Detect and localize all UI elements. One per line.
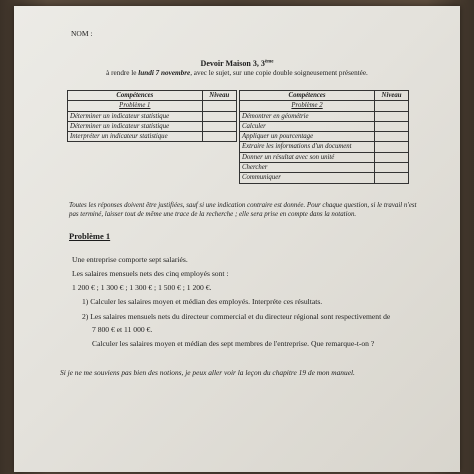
niveau-cell	[202, 101, 236, 111]
table-row: Déterminer un indicateur statistique	[68, 111, 203, 121]
title-text: Devoir Maison 3, 3	[200, 59, 265, 68]
table-row: Interpréter un indicateur statistique	[68, 132, 203, 142]
title-superscript: ème	[264, 59, 274, 65]
col-competences: Compétences	[240, 91, 375, 101]
footer-reminder: Si je ne me souviens pas bien des notions, je peux aller voir la leçon du chapitre 19 de mon manuel.	[60, 368, 355, 377]
due-date-line	[14, 69, 460, 77]
niveau-cell	[375, 111, 409, 121]
table-row: Donner un résultat avec son unité	[240, 152, 375, 162]
table-row: Déterminer un indicateur statistique	[68, 121, 203, 131]
worksheet-page	[14, 6, 460, 472]
niveau-cell	[375, 173, 409, 183]
niveau-cell	[375, 121, 409, 131]
subtitle-pre: à rendre le	[106, 69, 139, 77]
question-1: 1) Calculer les salaires moyen et médian des employés. Interpréte ces résultats.	[82, 297, 323, 306]
page-title	[14, 59, 460, 68]
question-2-values: 7 800 € et 11 000 €.	[92, 325, 153, 334]
niveau-cell	[375, 163, 409, 173]
col-niveau: Niveau	[375, 91, 409, 101]
niveau-cell	[202, 111, 236, 121]
instructions-text: Toutes les réponses doivent être justifiées, sauf si une indication contraire est donnée. Pour chaque question, si le travail n'est pas terminé, laisser tout de même une trace de la recherche ; elle sera prise en compte dans la notation.	[69, 202, 417, 218]
table-row: Extraire les informations d'un document	[240, 142, 375, 152]
section-label: Problème 1	[68, 101, 203, 111]
table-row: Calculer	[240, 121, 375, 131]
col-niveau: Niveau	[202, 91, 236, 101]
niveau-cell	[202, 132, 236, 142]
competences-table-problem-2	[239, 90, 409, 184]
niveau-cell	[375, 152, 409, 162]
due-date: lundi 7 novembre	[138, 69, 191, 77]
problem-1-title: Problème 1	[69, 231, 111, 241]
table-row: Communiquer	[240, 173, 375, 183]
question-2: 2) Les salaires mensuels nets du directeur commercial et du directeur régional sont respectivement de	[82, 312, 391, 321]
table-row: Démontrer en géométrie	[240, 111, 375, 121]
problem-line: Une entreprise comporte sept salariés.	[72, 255, 188, 264]
salaries-list: 1 200 € ; 1 300 € ; 1 300 € ; 1 500 € ; 1 200 €.	[72, 283, 212, 292]
niveau-cell	[375, 101, 409, 111]
question-2-prompt: Calculer les salaires moyen et médian des sept membres de l'entreprise. Que remarque-t-on ?	[92, 339, 375, 348]
niveau-cell	[202, 121, 236, 131]
subtitle-post: , avec le sujet, sur une copie double soigneusement présentée.	[190, 69, 368, 77]
table-row: Chercher	[240, 163, 375, 173]
table-row: Appliquer un pourcentage	[240, 132, 375, 142]
col-competences: Compétences	[68, 91, 203, 101]
problem-line: Les salaires mensuels nets des cinq employés sont :	[72, 269, 229, 278]
name-label: NOM :	[71, 29, 93, 38]
niveau-cell	[375, 132, 409, 142]
niveau-cell	[375, 142, 409, 152]
competences-table-problem-1	[67, 90, 237, 142]
section-label: Problème 2	[240, 101, 375, 111]
